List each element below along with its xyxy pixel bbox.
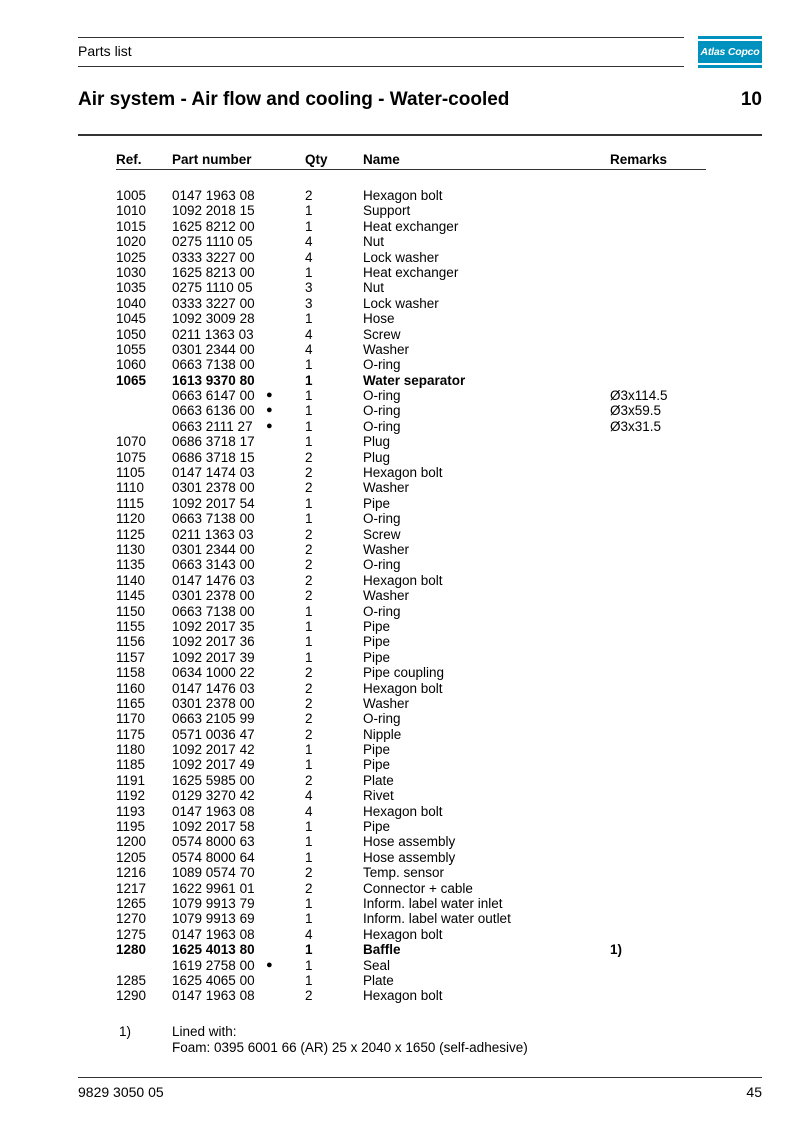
qty-cell: 1: [305, 634, 313, 650]
qty-cell: 1: [305, 819, 313, 835]
ref-cell: 1055: [116, 341, 147, 357]
part-number-cell: 0686 3718 17: [172, 434, 255, 450]
qty-cell: 3: [305, 295, 313, 311]
footnote-line-1: Lined with:: [172, 1024, 237, 1039]
name-cell: Lock washer: [363, 249, 439, 265]
part-number-cell: 0634 1000 22: [172, 665, 255, 681]
part-number-cell: 1092 2017 54: [172, 495, 255, 511]
name-cell: O-ring: [363, 557, 401, 573]
table-row: [0, 742, 800, 757]
qty-cell: 1: [305, 218, 313, 234]
table-row: [0, 865, 800, 880]
qty-cell: 4: [305, 926, 313, 942]
part-number-cell: 1092 2017 58: [172, 819, 255, 835]
table-row: [0, 496, 800, 511]
remarks-cell: Ø3x114.5: [610, 388, 668, 404]
ref-cell: 1160: [116, 680, 146, 696]
header-bottom-rule: [78, 66, 684, 67]
name-cell: Pipe: [363, 742, 391, 758]
bullet-marker: ●: [266, 419, 273, 432]
qty-cell: 2: [305, 526, 313, 542]
name-cell: O-ring: [363, 403, 401, 419]
name-cell: Hose: [363, 311, 395, 327]
ref-cell: 1185: [116, 757, 146, 773]
ref-cell: 1050: [116, 326, 147, 342]
qty-cell: 2: [305, 588, 313, 604]
bullet-marker: ●: [266, 389, 273, 402]
qty-cell: 2: [305, 572, 313, 588]
ref-cell: 1191: [116, 772, 146, 788]
part-number-cell: 0147 1963 08: [172, 803, 255, 819]
name-cell: Hexagon bolt: [363, 188, 443, 203]
name-cell: Nipple: [363, 726, 402, 742]
table-row: [0, 280, 800, 295]
name-cell: Rivet: [363, 788, 394, 804]
table-row: [0, 711, 800, 726]
page-number: 45: [746, 1084, 762, 1100]
ref-cell: 1070: [116, 434, 147, 450]
part-number-cell: 1622 9961 01: [172, 880, 255, 896]
ref-cell: 1020: [116, 234, 147, 250]
name-cell: Plate: [363, 772, 394, 788]
column-header-part-number: Part number: [172, 152, 252, 167]
ref-cell: 1035: [116, 280, 147, 296]
table-row: [0, 542, 800, 557]
column-header-name: Name: [363, 152, 400, 167]
ref-cell: 1040: [116, 295, 147, 311]
qty-cell: 2: [305, 557, 313, 573]
qty-cell: 2: [305, 541, 313, 557]
table-row: [0, 819, 800, 834]
ref-cell: 1156: [116, 634, 146, 650]
ref-cell: 1060: [116, 357, 147, 373]
part-number-cell: 1619 2758 00: [172, 957, 255, 973]
ref-cell: 1110: [116, 480, 145, 496]
qty-cell: 2: [305, 188, 313, 203]
part-number-cell: 0275 1110 05: [172, 234, 253, 250]
name-cell: Inform. label water outlet: [363, 911, 511, 927]
bullet-marker: ●: [266, 404, 273, 417]
name-cell: O-ring: [363, 388, 401, 404]
ref-cell: 1195: [116, 819, 146, 835]
table-row: [0, 480, 800, 495]
table-row: [0, 665, 800, 680]
name-cell: O-ring: [363, 418, 401, 434]
part-number-cell: 0147 1963 08: [172, 188, 255, 203]
table-row: [0, 881, 800, 896]
part-number-cell: 0333 3227 00: [172, 295, 255, 311]
part-number-cell: 0574 8000 64: [172, 849, 255, 865]
qty-cell: 2: [305, 695, 313, 711]
name-cell: O-ring: [363, 511, 401, 527]
qty-cell: 2: [305, 880, 313, 896]
table-row: [0, 419, 800, 434]
ref-cell: 1205: [116, 849, 147, 865]
part-number-cell: 1625 4013 80: [172, 942, 255, 958]
qty-cell: 4: [305, 234, 313, 250]
qty-cell: 1: [305, 311, 313, 327]
qty-cell: 4: [305, 249, 313, 265]
ref-cell: 1065: [116, 372, 147, 388]
ref-cell: 1175: [116, 726, 146, 742]
qty-cell: 1: [305, 834, 313, 850]
table-row: [0, 896, 800, 911]
qty-cell: 2: [305, 680, 313, 696]
qty-cell: 1: [305, 972, 313, 988]
table-row: [0, 234, 800, 249]
name-cell: Screw: [363, 326, 401, 342]
ref-cell: 1115: [116, 495, 145, 511]
part-number-cell: 1089 0574 70: [172, 865, 255, 881]
table-row: [0, 911, 800, 926]
qty-cell: 1: [305, 418, 313, 434]
qty-cell: 1: [305, 495, 313, 511]
parts-table: [0, 188, 800, 1004]
table-row: [0, 188, 800, 203]
qty-cell: 4: [305, 788, 313, 804]
name-cell: Hexagon bolt: [363, 680, 443, 696]
name-cell: Temp. sensor: [363, 865, 445, 881]
name-cell: Support: [363, 203, 411, 219]
qty-cell: 1: [305, 388, 313, 404]
qty-cell: 2: [305, 726, 313, 742]
part-number-cell: 1092 2017 49: [172, 757, 255, 773]
name-cell: Heat exchanger: [363, 218, 459, 234]
part-number-cell: 0686 3718 15: [172, 449, 255, 465]
table-row: [0, 619, 800, 634]
part-number-cell: 1625 8213 00: [172, 264, 255, 280]
table-row: [0, 681, 800, 696]
table-row: [0, 604, 800, 619]
name-cell: Washer: [363, 480, 410, 496]
column-header-qty: Qty: [305, 152, 328, 167]
part-number-cell: 0147 1476 03: [172, 680, 255, 696]
column-header-remarks: Remarks: [610, 152, 668, 167]
table-row: [0, 373, 800, 388]
ref-cell: 1145: [116, 588, 146, 604]
part-number-cell: 0333 3227 00: [172, 249, 255, 265]
table-row: [0, 588, 800, 603]
name-cell: Lock washer: [363, 295, 439, 311]
name-cell: Pipe coupling: [363, 665, 445, 681]
part-number-cell: 1092 2017 42: [172, 742, 255, 758]
part-number-cell: 1092 3009 28: [172, 311, 255, 327]
qty-cell: 1: [305, 511, 313, 527]
table-row: [0, 634, 800, 649]
table-row: [0, 927, 800, 942]
ref-cell: 1030: [116, 264, 147, 280]
name-cell: Pipe: [363, 649, 391, 665]
qty-cell: 1: [305, 957, 313, 973]
part-number-cell: 0663 7138 00: [172, 357, 255, 373]
logo-text: Atlas Copco: [700, 46, 760, 58]
table-row: [0, 203, 800, 218]
ref-cell: 1125: [116, 526, 146, 542]
ref-cell: 1200: [116, 834, 147, 850]
table-row: [0, 727, 800, 742]
table-row: [0, 296, 800, 311]
table-row: [0, 342, 800, 357]
name-cell: Plate: [363, 972, 394, 988]
name-cell: O-ring: [363, 357, 401, 373]
ref-cell: 1158: [116, 665, 146, 681]
name-cell: Pipe: [363, 618, 391, 634]
part-number-cell: 1079 9913 69: [172, 911, 255, 927]
part-number-cell: 0301 2378 00: [172, 695, 255, 711]
name-cell: O-ring: [363, 603, 401, 619]
table-row: [0, 388, 800, 403]
table-row: [0, 511, 800, 526]
name-cell: Hexagon bolt: [363, 572, 443, 588]
part-number-cell: 0663 6136 00: [172, 403, 255, 419]
part-number-cell: 0663 3143 00: [172, 557, 255, 573]
name-cell: Washer: [363, 588, 410, 604]
table-row: [0, 265, 800, 280]
table-row: [0, 465, 800, 480]
name-cell: Nut: [363, 280, 385, 296]
name-cell: Plug: [363, 449, 391, 465]
name-cell: Plug: [363, 434, 391, 450]
name-cell: Hexagon bolt: [363, 803, 443, 819]
ref-cell: 1135: [116, 557, 146, 573]
qty-cell: 1: [305, 942, 313, 958]
ref-cell: 1275: [116, 926, 147, 942]
ref-cell: 1015: [116, 218, 147, 234]
part-number-cell: 0663 2111 27: [172, 418, 253, 434]
part-number-cell: 1625 5985 00: [172, 772, 255, 788]
atlas-copco-logo: [698, 36, 762, 68]
qty-cell: 1: [305, 742, 313, 758]
qty-cell: 2: [305, 772, 313, 788]
part-number-cell: 0147 1476 03: [172, 572, 255, 588]
table-row: [0, 958, 800, 973]
part-number-cell: 0147 1963 08: [172, 988, 255, 1004]
name-cell: Pipe: [363, 757, 391, 773]
table-row: [0, 327, 800, 342]
header-label: Parts list: [78, 43, 132, 59]
ref-cell: 1045: [116, 311, 147, 327]
remarks-cell: 1): [610, 942, 623, 958]
name-cell: Screw: [363, 526, 401, 542]
name-cell: Pipe: [363, 495, 391, 511]
name-cell: Inform. label water inlet: [363, 895, 503, 911]
part-number-cell: 0663 7138 00: [172, 511, 255, 527]
part-number-cell: 0663 2105 99: [172, 711, 255, 727]
name-cell: Hose assembly: [363, 834, 456, 850]
ref-cell: 1150: [116, 603, 146, 619]
ref-cell: 1140: [116, 572, 146, 588]
qty-cell: 2: [305, 480, 313, 496]
name-cell: Water separator: [363, 372, 466, 388]
name-cell: Baffle: [363, 942, 401, 958]
qty-cell: 1: [305, 372, 313, 388]
qty-cell: 2: [305, 865, 313, 881]
part-number-cell: 0301 2378 00: [172, 480, 255, 496]
part-number-cell: 0301 2344 00: [172, 341, 255, 357]
ref-cell: 1120: [116, 511, 146, 527]
part-number-cell: 0574 8000 63: [172, 834, 255, 850]
footnote-marker: 1): [119, 1024, 132, 1039]
qty-cell: 3: [305, 280, 313, 296]
part-number-cell: 1092 2018 15: [172, 203, 255, 219]
qty-cell: 1: [305, 757, 313, 773]
ref-cell: 1165: [116, 695, 146, 711]
table-row: [0, 804, 800, 819]
qty-cell: 1: [305, 618, 313, 634]
title-rule: [78, 134, 762, 136]
table-row: [0, 527, 800, 542]
qty-cell: 4: [305, 341, 313, 357]
table-row: [0, 773, 800, 788]
part-number-cell: 1613 9370 80: [172, 372, 255, 388]
qty-cell: 2: [305, 988, 313, 1004]
ref-cell: 1075: [116, 449, 147, 465]
name-cell: Connector + cable: [363, 880, 473, 896]
qty-cell: 1: [305, 434, 313, 450]
table-row: [0, 311, 800, 326]
qty-cell: 1: [305, 895, 313, 911]
ref-cell: 1005: [116, 188, 147, 203]
table-row: [0, 557, 800, 572]
part-number-cell: 1625 8212 00: [172, 218, 255, 234]
part-number-cell: 0301 2344 00: [172, 541, 255, 557]
name-cell: Nut: [363, 234, 385, 250]
table-row: [0, 757, 800, 772]
qty-cell: 2: [305, 465, 313, 481]
qty-cell: 4: [305, 326, 313, 342]
ref-cell: 1270: [116, 911, 147, 927]
table-row: [0, 434, 800, 449]
table-row: [0, 696, 800, 711]
qty-cell: 1: [305, 357, 313, 373]
ref-cell: 1265: [116, 895, 147, 911]
name-cell: Hexagon bolt: [363, 465, 443, 481]
table-row: [0, 403, 800, 418]
ref-cell: 1157: [116, 649, 146, 665]
name-cell: Washer: [363, 695, 410, 711]
footnote-line-2: Foam: 0395 6001 66 (AR) 25 x 2040 x 1650 (self-adhesive): [172, 1040, 528, 1055]
name-cell: Hexagon bolt: [363, 988, 443, 1004]
table-row: [0, 834, 800, 849]
name-cell: Pipe: [363, 819, 391, 835]
ref-cell: 1130: [116, 541, 146, 557]
part-number-cell: 0275 1110 05: [172, 280, 253, 296]
part-number-cell: 0211 1363 03: [172, 326, 254, 342]
qty-cell: 1: [305, 849, 313, 865]
part-number-cell: 0571 0036 47: [172, 726, 255, 742]
qty-cell: 2: [305, 711, 313, 727]
name-cell: Hexagon bolt: [363, 926, 443, 942]
table-row: [0, 450, 800, 465]
ref-cell: 1155: [116, 618, 146, 634]
bullet-marker: ●: [266, 958, 273, 971]
name-cell: O-ring: [363, 711, 401, 727]
qty-cell: 4: [305, 803, 313, 819]
table-row: [0, 357, 800, 372]
table-row: [0, 788, 800, 803]
ref-cell: 1193: [116, 803, 146, 819]
part-number-cell: 1079 9913 79: [172, 895, 255, 911]
name-cell: Pipe: [363, 634, 391, 650]
qty-cell: 1: [305, 649, 313, 665]
table-row: [0, 219, 800, 234]
table-row: [0, 942, 800, 957]
name-cell: Heat exchanger: [363, 264, 459, 280]
table-row: [0, 573, 800, 588]
table-row: [0, 973, 800, 988]
part-number-cell: 0211 1363 03: [172, 526, 254, 542]
ref-cell: 1216: [116, 865, 147, 881]
qty-cell: 1: [305, 603, 313, 619]
ref-cell: 1280: [116, 942, 147, 958]
ref-cell: 1290: [116, 988, 147, 1004]
name-cell: Seal: [363, 957, 391, 973]
qty-cell: 1: [305, 403, 313, 419]
column-header-ref: Ref.: [116, 152, 142, 167]
table-row: [0, 250, 800, 265]
part-number-cell: 0147 1963 08: [172, 926, 255, 942]
part-number-cell: 1092 2017 36: [172, 634, 255, 650]
header-top-rule: [78, 37, 684, 38]
ref-cell: 1285: [116, 972, 147, 988]
part-number-cell: 1092 2017 35: [172, 618, 255, 634]
name-cell: Hose assembly: [363, 849, 456, 865]
qty-cell: 1: [305, 203, 313, 219]
ref-cell: 1180: [116, 742, 146, 758]
name-cell: Washer: [363, 541, 410, 557]
ref-cell: 1105: [116, 465, 146, 481]
part-number-cell: 0663 7138 00: [172, 603, 255, 619]
part-number-cell: 0301 2378 00: [172, 588, 255, 604]
remarks-cell: Ø3x31.5: [610, 418, 662, 434]
ref-cell: 1010: [116, 203, 147, 219]
column-header-rule: [116, 169, 706, 170]
ref-cell: 1170: [116, 711, 146, 727]
part-number-cell: 1092 2017 39: [172, 649, 255, 665]
part-number-cell: 0147 1474 03: [172, 465, 255, 481]
page-title: Air system - Air flow and cooling - Water-cooled: [78, 89, 510, 110]
table-row: [0, 850, 800, 865]
document-number: 9829 3050 05: [78, 1084, 164, 1100]
table-row: [0, 988, 800, 1003]
name-cell: Washer: [363, 341, 410, 357]
qty-cell: 2: [305, 665, 313, 681]
ref-cell: 1192: [116, 788, 146, 804]
footer-rule: [78, 1077, 762, 1078]
ref-cell: 1217: [116, 880, 147, 896]
qty-cell: 2: [305, 449, 313, 465]
part-number-cell: 1625 4065 00: [172, 972, 255, 988]
section-number: 10: [740, 89, 762, 110]
part-number-cell: 0663 6147 00: [172, 388, 255, 404]
ref-cell: 1025: [116, 249, 147, 265]
qty-cell: 1: [305, 911, 313, 927]
table-row: [0, 650, 800, 665]
part-number-cell: 0129 3270 42: [172, 788, 255, 804]
remarks-cell: Ø3x59.5: [610, 403, 662, 419]
qty-cell: 1: [305, 264, 313, 280]
